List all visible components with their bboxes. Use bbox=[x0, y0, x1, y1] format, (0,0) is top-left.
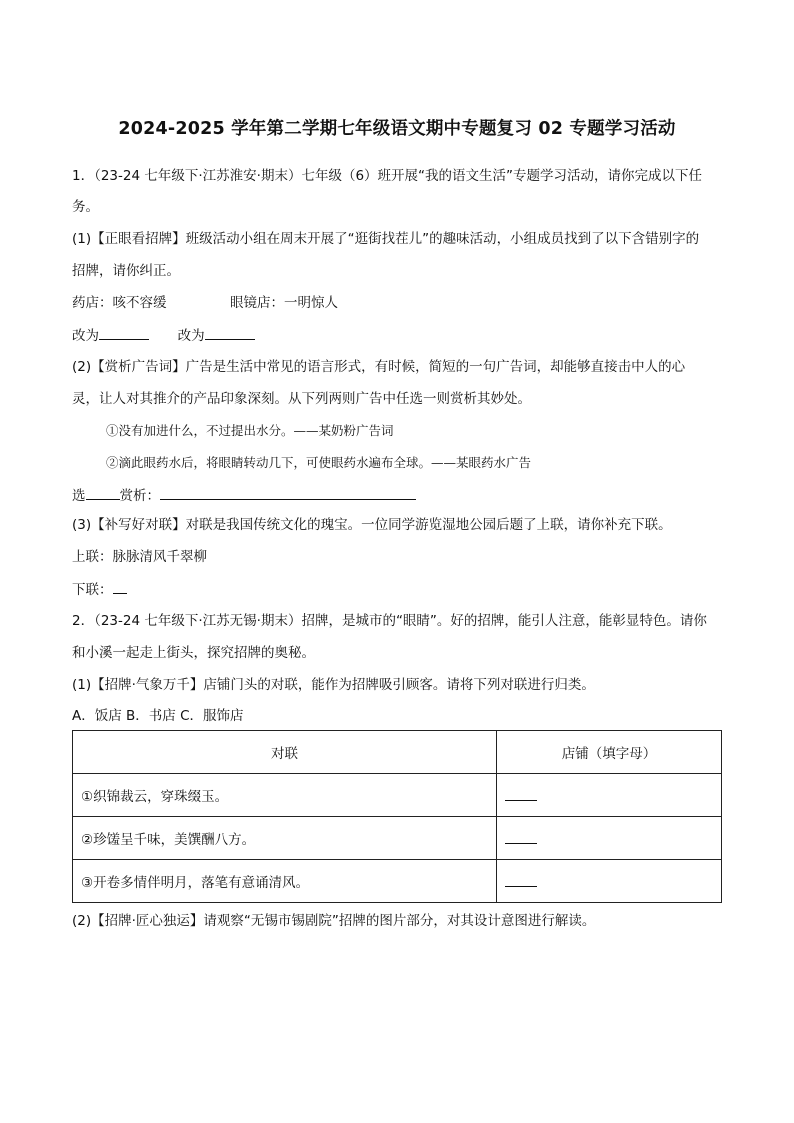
correction-label-2: 改为 bbox=[177, 328, 205, 344]
table-row bbox=[73, 817, 722, 860]
answer-cell-3[interactable] bbox=[497, 860, 722, 903]
appreciation-label: 赏析： bbox=[119, 488, 160, 504]
q1-intro-line1: 1．（23-24 七年级下·江苏淮安·期末）七年级（6）班开展“我的语文生活”专题学习活动，请你完成以下任 bbox=[72, 168, 703, 184]
lower-couplet-label: 下联： bbox=[72, 582, 113, 598]
table-header-couplet: 对联 bbox=[73, 731, 497, 774]
couplet-cell-3: ③开卷多情伴明月，落笔有意诵清风。 bbox=[73, 860, 497, 903]
q1-part2-line2: 灵，让人对其推介的产品印象深刻。从下列两则广告中任选一则赏析其妙处。 bbox=[72, 391, 531, 407]
choice-label: 选 bbox=[72, 488, 86, 504]
table-row bbox=[73, 774, 722, 817]
appreciation-row bbox=[72, 485, 416, 506]
q1-part3-line: (3)【补写好对联】对联是我国传统文化的瑰宝。一位同学游览湿地公园后题了上联，请你补充下联。 bbox=[72, 517, 672, 533]
ad-2 bbox=[106, 453, 531, 473]
ad-2-source: ——某眼药水广告 bbox=[431, 455, 532, 470]
ad-1-source: ——某奶粉广告词 bbox=[293, 423, 394, 438]
answer-blank-3[interactable] bbox=[505, 872, 537, 887]
ad-1 bbox=[106, 421, 394, 441]
q2-intro-line2: 和小溪一起走上街头，探究招牌的奥秘。 bbox=[72, 645, 315, 661]
table-header-shop: 店铺（填字母） bbox=[497, 731, 722, 774]
correction-label-1: 改为 bbox=[72, 328, 99, 344]
upper-couplet: 上联：脉脉清风千翠柳 bbox=[72, 549, 207, 565]
q1-part1-line2: 招牌，请你纠正。 bbox=[72, 263, 180, 279]
q1-part1-line1: (1)【正眼看招牌】班级活动小组在周末开展了“逛街找茬儿”的趣味活动，小组成员找到了以下含错别字的 bbox=[72, 231, 700, 247]
q2-options: A．饭店 B．书店 C．服饰店 bbox=[72, 708, 244, 724]
couplet-table bbox=[72, 730, 722, 903]
couplet-cell-2: ②珍馐呈千味，美馔酬八方。 bbox=[73, 817, 497, 860]
lower-couplet-blank[interactable] bbox=[113, 579, 127, 594]
answer-blank-2[interactable] bbox=[505, 829, 537, 844]
q1-intro-line2: 务。 bbox=[72, 199, 99, 215]
answer-cell-1[interactable] bbox=[497, 774, 722, 817]
choice-blank[interactable] bbox=[86, 485, 120, 500]
table-row bbox=[73, 860, 722, 903]
ad-2-text: ②滴此眼药水后，将眼睛转动几下，可使眼药水遍布全球。 bbox=[106, 455, 432, 470]
q1-part2-line1: (2)【赏析广告词】广告是生活中常见的语言形式，有时候，简短的一句广告词，却能够直接击中人的心 bbox=[72, 359, 686, 375]
correction-blank-2[interactable] bbox=[205, 325, 255, 340]
sign-optician: 眼镜店：一明惊人 bbox=[230, 295, 338, 311]
correction-blank-1[interactable] bbox=[99, 325, 149, 340]
q2-intro-line1: 2．（23-24 七年级下·江苏无锡·期末）招牌，是城市的“眼睛”。好的招牌，能引人注意，能彰显特色。请你 bbox=[72, 613, 707, 629]
page-title: 2024-2025 学年第二学期七年级语文期中专题复习 02 专题学习活动 bbox=[118, 119, 676, 139]
table-header-row bbox=[73, 731, 722, 774]
ad-1-text: ①没有加进什么，不过提出水分。 bbox=[106, 423, 294, 438]
q2-part1-line: (1)【招牌·气象万千】店铺门头的对联，能作为招牌吸引顾客。请将下列对联进行归类。 bbox=[72, 677, 595, 693]
sign-pharmacy: 药店：咳不容缓 bbox=[72, 295, 167, 311]
correction-row bbox=[72, 325, 255, 346]
q2-part2-line: (2)【招牌·匠心独运】请观察“无锡市锡剧院”招牌的图片部分，对其设计意图进行解读。 bbox=[72, 913, 596, 929]
answer-cell-2[interactable] bbox=[497, 817, 722, 860]
appreciation-blank[interactable] bbox=[160, 485, 416, 500]
couplet-cell-1: ①织锦裁云，穿珠缀玉。 bbox=[73, 774, 497, 817]
lower-couplet-row bbox=[72, 579, 127, 600]
answer-blank-1[interactable] bbox=[505, 786, 537, 801]
